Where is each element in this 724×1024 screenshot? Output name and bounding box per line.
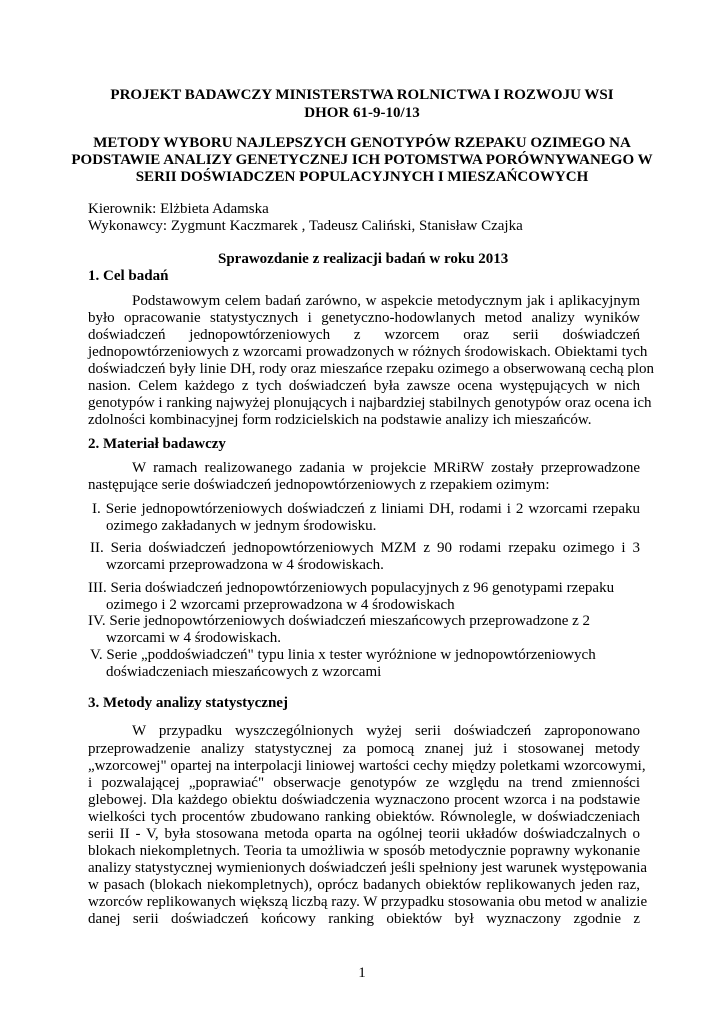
paragraph-line: i pozwalającej „poprawiać" obserwacje genotypów ze względu na trend zmienności [88,775,640,791]
paragraph-line: zdolności kombinacyjnej form rodzicielskich na podstawie analizy ich mieszańców. [88,412,592,428]
list-item-continuation: doświadczeniach mieszańcowych z wzorcami [106,664,382,680]
paragraph-line: genotypów i ranking najwyżej plonujących i najbardziej stabilnych genotypów oraz ocena ich [88,395,652,411]
executors-line: Wykonawcy: Zygmunt Kaczmarek , Tadeusz Caliński, Stanisław Czajka [88,218,523,234]
section-heading: 2. Materiał badawczy [88,436,226,452]
project-title: PROJEKT BADAWCZY MINISTERSTWA ROLNICTWA I ROZWOJU WSI [110,87,614,103]
list-item-continuation: wzorcami przeprowadzona w 4 środowiskach. [106,557,384,573]
list-item-continuation: ozimego i 2 wzorcami przeprowadzona w 4 środowiskach [106,597,455,613]
list-item: V. Serie „poddoświadczeń" typu linia x tester wyróżnione w jednopowtórzeniowych [90,647,596,663]
paragraph-line: nasion. Celem każdego z tych doświadczeń była zawsze ocena występujących w nich [88,378,640,394]
paragraph-line: glebowej. Dla każdego obiektu doświadczenia wyznaczono procent wzorca i na podstawie [88,792,640,808]
section-heading: 3. Metody analizy statystycznej [88,695,288,711]
page-number: 1 [358,965,366,981]
list-item-continuation: wzorcami w 4 środowiskach. [106,630,281,646]
project-code: DHOR 61-9-10/13 [304,105,420,121]
subtitle-line: METODY WYBORU NAJLEPSZYCH GENOTYPÓW RZEPAKU OZIMEGO NA [93,135,631,151]
list-item: II. Seria doświadczeń jednopowtórzeniowych MZM z 90 rodami rzepaku ozimego i 3 [90,540,640,556]
list-item-continuation: ozimego zakładanych w jednym środowisku. [106,518,377,534]
paragraph-line: wielkości tych procentów zbudowano ranking obiektów. Równolegle, w doświadczeniach [88,809,640,825]
list-item: IV. Serie jednopowtórzeniowych doświadczeń mieszańcowych przeprowadzone z 2 [88,613,591,629]
paragraph-line: danej serii doświadczeń końcowy ranking obiektów był wyznaczony zgodnie z [88,911,640,927]
list-item: I. Serie jednopowtórzeniowych doświadczeń z liniami DH, rodami i 2 wzorcami rzepaku [92,501,640,517]
report-title: Sprawozdanie z realizacji badań w roku 2013 [218,251,509,267]
paragraph-line: przeprowadzenie analizy statystycznej za pomocą znanej już i stosowanej metody [88,741,640,757]
paragraph-line: W ramach realizowanego zadania w projekcie MRiRW zostały przeprowadzone [132,460,640,476]
paragraph-line: blokach niekompletnych. Teoria ta umożliwia w sposób metodycznie poprawny wykonanie [88,843,640,859]
paragraph-line: serii II - V, była stosowana metoda oparta na ogólnej teorii układów doświadczalnych o [88,826,640,842]
subtitle-line: PODSTAWIE ANALIZY GENETYCZNEJ ICH POTOMSTWA PORÓWNYWANEGO W [71,152,653,168]
section-heading: 1. Cel badań [88,268,169,284]
paragraph-line: Podstawowym celem badań zarówno, w aspekcie metodycznym jak i aplikacyjnym [132,293,640,309]
paragraph-line: następujące serie doświadczeń jednopowtórzeniowych z rzepakiem ozimym: [88,477,550,493]
paragraph-line: doświadczeń jednopowtórzeniowych z wzorcem oraz serii doświadczeń [88,327,640,343]
subtitle-line: SERII DOŚWIADCZEN POPULACYJNYCH I MIESZAŃCOWYCH [135,169,589,185]
paragraph-line: analizy statystycznej wymienionych doświadczeń jeśli spełniony jest warunek występowania [88,860,648,876]
paragraph-line: było opracowanie statystycznych i genetyczno-hodowlanych metod analizy wyników [88,310,640,326]
paragraph-line: W przypadku wyszczególnionych wyżej serii doświadczeń zaproponowano [132,723,640,739]
paragraph-line: „wzorcowej" opartej na interpolacji liniowej wartości cechy między poletkami wzorcowymi, [88,758,646,774]
paragraph-line: doświadczeń były linie DH, rody oraz mieszańce rzepaku ozimego a obserwowaną cechą plon [88,361,655,377]
paragraph-line: w pasach (blokach niekompletnych), oprócz badanych obiektów replikowanych jeden raz, [88,877,640,893]
list-item: III. Seria doświadczeń jednopowtórzeniowych populacyjnych z 96 genotypami rzepaku [88,580,615,596]
paragraph-line: wzorców replikowanych większą liczbą razy. W przypadku stosowania obu metod w analizie [88,894,648,910]
manager-line: Kierownik: Elżbieta Adamska [88,201,269,217]
paragraph-line: jednopowtórzeniowych z wzorcami prowadzonych w różnych środowiskach. Obiektami tych [88,344,648,360]
